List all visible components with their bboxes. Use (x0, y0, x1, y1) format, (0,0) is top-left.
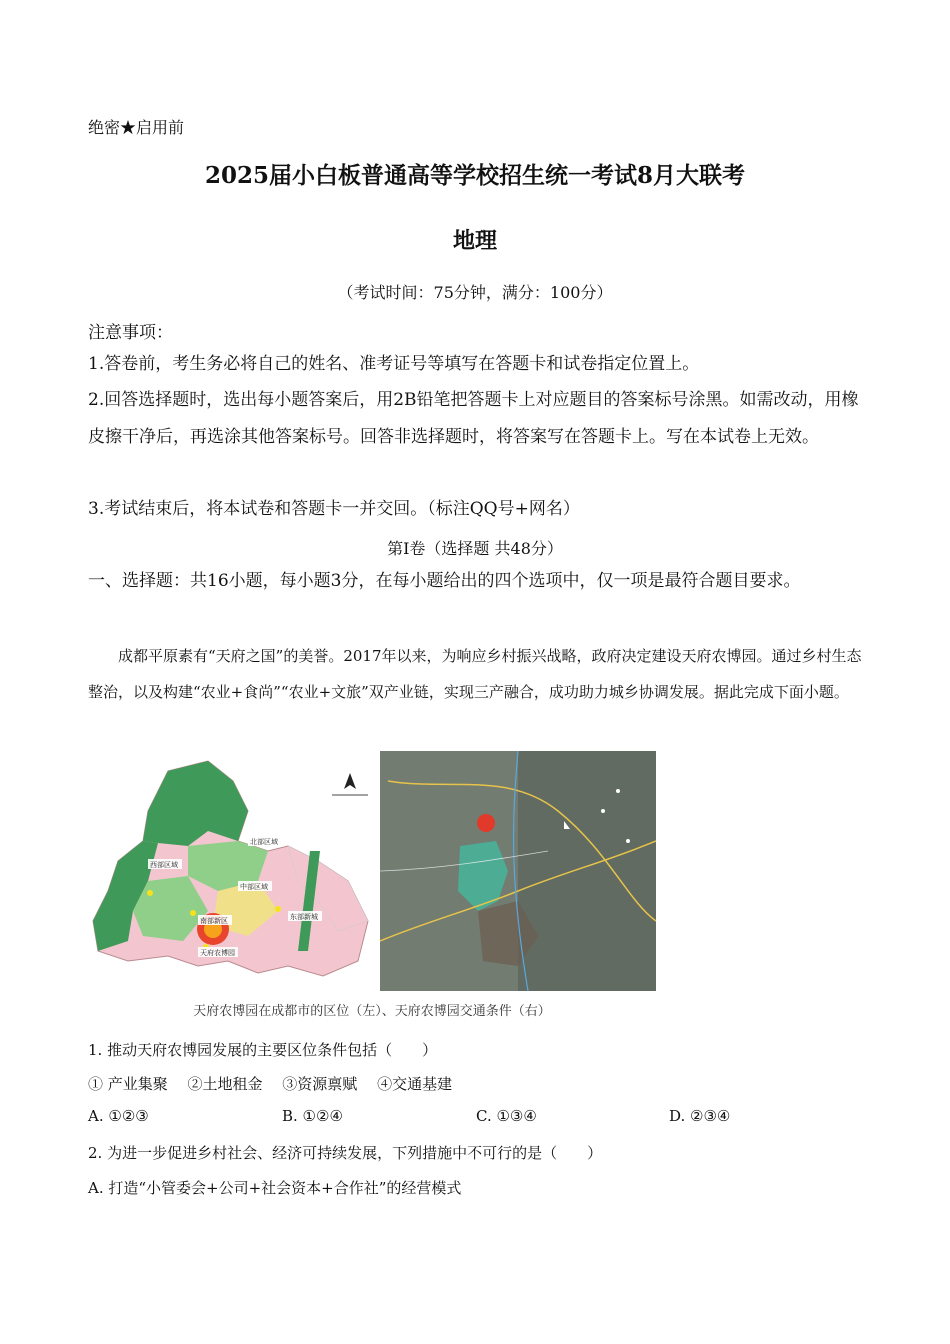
exam-time-info: （考试时间：75分钟，满分：100分） (337, 283, 613, 302)
left-region-map (88, 751, 378, 991)
maps-illustration (88, 751, 656, 991)
right-satellite-map (380, 751, 656, 991)
notice-item-3: 3.考试结束后，将本试卷和答题卡一并交回。（标注QQ号+网名） (88, 499, 580, 519)
question-1-option-c[interactable]: C. ①③④ (476, 1107, 537, 1125)
question-1-option-a[interactable]: A. ①②③ (88, 1107, 149, 1125)
subject-title: 地理 (452, 228, 497, 254)
label-north: 北部区域 (250, 838, 278, 846)
question-1-stem: 1. 推动天府农博园发展的主要区位条件包括（ ） (88, 1041, 438, 1059)
notice-heading: 注意事项： (88, 323, 173, 343)
notice-item-1: 1.答卷前，考生务必将自己的姓名、准考证号等填写在答题卡和试卷指定位置上。 (88, 354, 700, 374)
label-east: 东部新城 (290, 913, 318, 921)
label-park: 天府农博园 (200, 949, 235, 957)
label-west: 西部区域 (150, 861, 178, 869)
confidential-label: 绝密★启用前 (88, 118, 185, 137)
question-1-option-d[interactable]: D. ②③④ (669, 1107, 731, 1125)
label-south: 南部新区 (200, 917, 228, 925)
figure-caption: 天府农博园在成都市的区位（左）、天府农博园交通条件（右） (193, 1004, 551, 1019)
question-2-stem: 2. 为进一步促进乡村社会、经济可持续发展，下列措施中不可行的是（ ） (88, 1144, 603, 1162)
question-1-statements: ① 产业集聚 ②土地租金 ③资源禀赋 ④交通基建 (88, 1075, 453, 1093)
question-1-option-b[interactable]: B. ①②④ (282, 1107, 343, 1125)
passage-text: 成都平原素有“天府之国”的美誉。2017年以来，为响应乡村振兴战略，政府决定建设天府农博园。通过乡村生态整治，以及构建“农业+食尚”“农业+文旅”双产业链，实现三产融合，成功助力城乡协调发展。据此完成下面小题。 (88, 647, 862, 701)
location-figure (88, 751, 656, 991)
label-central: 中部区域 (240, 883, 268, 891)
notice-item-2: 2.回答选择题时，选出每小题答案后，用2B铅笔把答题卡上对应题目的答案标号涂黑。如需改动，用橡皮擦干净后，再选涂其他答案标号。回答非选择题时，将答案写在答题卡上。写在本试卷上无效。 (88, 390, 859, 447)
exam-title: 2025届小白板普通高等学校招生统一考试8月大联考 (204, 162, 746, 189)
section-instruction: 一、选择题：共16小题，每小题3分，在每小题给出的四个选项中，仅一项是最符合题目要求。 (88, 571, 801, 591)
question-2-option-a[interactable]: A. 打造“小管委会+公司+社会资本+合作社”的经营模式 (88, 1179, 462, 1197)
section-title: 第I卷（选择题 共48分） (387, 539, 563, 558)
